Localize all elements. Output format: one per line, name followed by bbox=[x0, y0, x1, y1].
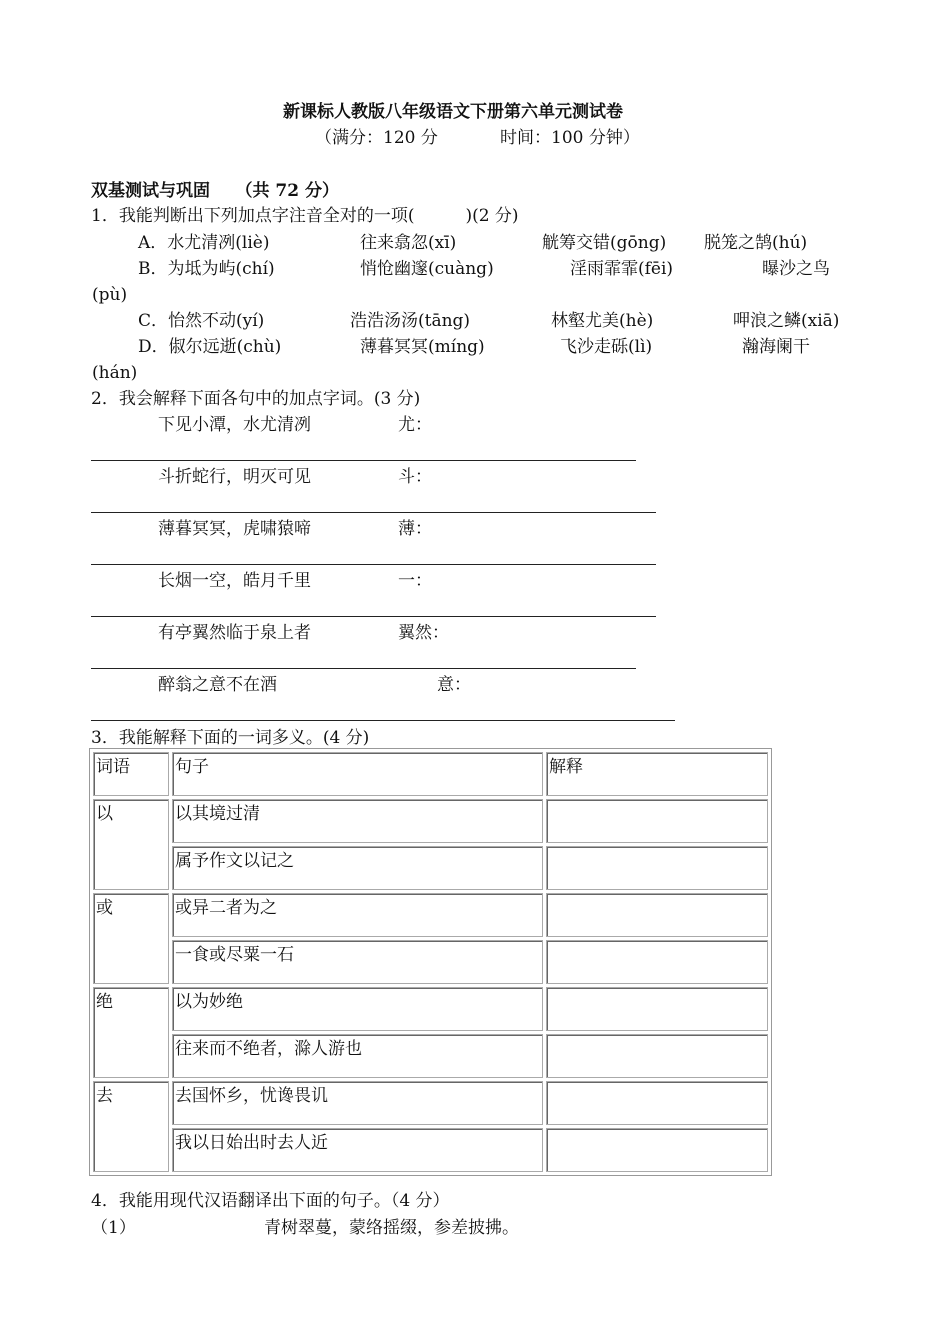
q2-word-3: 薄： bbox=[398, 519, 432, 539]
q2-sentence-1: 下见小潭，水尤清冽 bbox=[158, 415, 311, 435]
q1-option-c-4: 呷浪之鳞(xiā) bbox=[733, 311, 840, 331]
q1-option-b-3: 淫雨霏霏(fēi) bbox=[570, 259, 674, 279]
q1-option-b-1: B．为坻为屿(chí) bbox=[138, 259, 275, 279]
q1-option-d-1: D．俶尔远逝(chù) bbox=[138, 337, 282, 357]
q2-word-4: 一： bbox=[398, 571, 432, 591]
q1-option-a-3: 觥筹交错(gōng) bbox=[542, 233, 667, 253]
q1-option-a-2: 往来翕忽(xī) bbox=[360, 233, 457, 253]
q1-option-b-wrap: (pù) bbox=[92, 285, 128, 305]
q2-sentence-2: 斗折蛇行，明灭可见 bbox=[158, 467, 311, 487]
q1-option-a-1: A．水尤清冽(liè) bbox=[138, 233, 270, 253]
q2-sentence-3: 薄暮冥冥，虎啸猿啼 bbox=[158, 519, 311, 539]
q1-option-d-2: 薄暮冥冥(míng) bbox=[360, 337, 485, 357]
q4-prompt: 4．我能用现代汉语翻译出下面的句子。（4 分） bbox=[91, 1191, 450, 1211]
q2-sentence-6: 醉翁之意不在酒 bbox=[158, 675, 277, 695]
q2-answer-line-3[interactable] bbox=[91, 564, 656, 565]
sentence-cell: 我以日始出时去人近 bbox=[172, 1128, 543, 1172]
polysemy-table bbox=[89, 748, 772, 1176]
word-cell: 去 bbox=[93, 1081, 169, 1172]
q1-option-d-3: 飞沙走砾(lì) bbox=[560, 337, 653, 357]
explain-input-cell[interactable] bbox=[546, 799, 768, 843]
q2-word-5: 翼然： bbox=[398, 623, 449, 643]
q2-answer-line-1[interactable] bbox=[91, 460, 636, 461]
sentence-cell: 或异二者为之 bbox=[172, 893, 543, 937]
word-cell: 绝 bbox=[93, 987, 169, 1078]
full-score: （满分：120 分 bbox=[315, 128, 438, 148]
sentence-cell: 一食或尽粟一石 bbox=[172, 940, 543, 984]
q1-option-c-3: 林壑尤美(hè) bbox=[551, 311, 654, 331]
header-explain: 解释 bbox=[546, 752, 768, 796]
q2-prompt: 2．我会解释下面各句中的加点字词。(3 分) bbox=[91, 389, 421, 409]
sentence-cell: 往来而不绝者，滁人游也 bbox=[172, 1034, 543, 1078]
explain-input-cell[interactable] bbox=[546, 987, 768, 1031]
explain-input-cell[interactable] bbox=[546, 1081, 768, 1125]
q2-word-1: 尤： bbox=[398, 415, 432, 435]
q2-sentence-4: 长烟一空，皓月千里 bbox=[158, 571, 311, 591]
explain-input-cell[interactable] bbox=[546, 893, 768, 937]
q2-word-6: 意： bbox=[437, 675, 471, 695]
section-heading: 双基测试与巩固 （共 72 分） bbox=[91, 181, 339, 201]
time-limit: 时间：100 分钟） bbox=[500, 128, 640, 148]
q1-option-b-4: 曝沙之鸟 bbox=[762, 259, 830, 279]
q2-answer-line-6[interactable] bbox=[91, 720, 675, 721]
q2-answer-line-2[interactable] bbox=[91, 512, 656, 513]
header-word: 词语 bbox=[93, 752, 169, 796]
sentence-cell: 去国怀乡，忧谗畏讥 bbox=[172, 1081, 543, 1125]
explain-input-cell[interactable] bbox=[546, 846, 768, 890]
page-title: 新课标人教版八年级语文下册第六单元测试卷 bbox=[283, 102, 623, 122]
q4-item-number: （1） bbox=[91, 1218, 136, 1238]
q1-option-a-4: 脱笼之鹄(hú) bbox=[704, 233, 808, 253]
sentence-cell: 以为妙绝 bbox=[172, 987, 543, 1031]
q2-answer-line-5[interactable] bbox=[91, 668, 636, 669]
word-cell: 或 bbox=[93, 893, 169, 984]
q2-sentence-5: 有亭翼然临于泉上者 bbox=[158, 623, 311, 643]
sentence-cell: 以其境过清 bbox=[172, 799, 543, 843]
sentence-cell: 属予作文以记之 bbox=[172, 846, 543, 890]
explain-input-cell[interactable] bbox=[546, 1128, 768, 1172]
q3-prompt: 3．我能解释下面的一词多义。(4 分) bbox=[91, 728, 370, 748]
explain-input-cell[interactable] bbox=[546, 940, 768, 984]
q1-prompt: 1．我能判断出下列加点字注音全对的一项( )(2 分) bbox=[91, 206, 519, 226]
q2-word-2: 斗： bbox=[398, 467, 432, 487]
q1-option-b-2: 悄怆幽邃(cuàng) bbox=[360, 259, 494, 279]
q4-item-text: 青树翠蔓，蒙络摇缀，参差披拂。 bbox=[264, 1218, 519, 1238]
header-sentence: 句子 bbox=[172, 752, 543, 796]
q2-answer-line-4[interactable] bbox=[91, 616, 656, 617]
q1-option-c-1: C．怡然不动(yí) bbox=[138, 311, 265, 331]
word-cell: 以 bbox=[93, 799, 169, 890]
q1-option-d-4: 瀚海阑干 bbox=[742, 337, 810, 357]
q1-option-c-2: 浩浩汤汤(tāng) bbox=[350, 311, 471, 331]
q1-option-d-wrap: (hán) bbox=[92, 363, 138, 383]
explain-input-cell[interactable] bbox=[546, 1034, 768, 1078]
